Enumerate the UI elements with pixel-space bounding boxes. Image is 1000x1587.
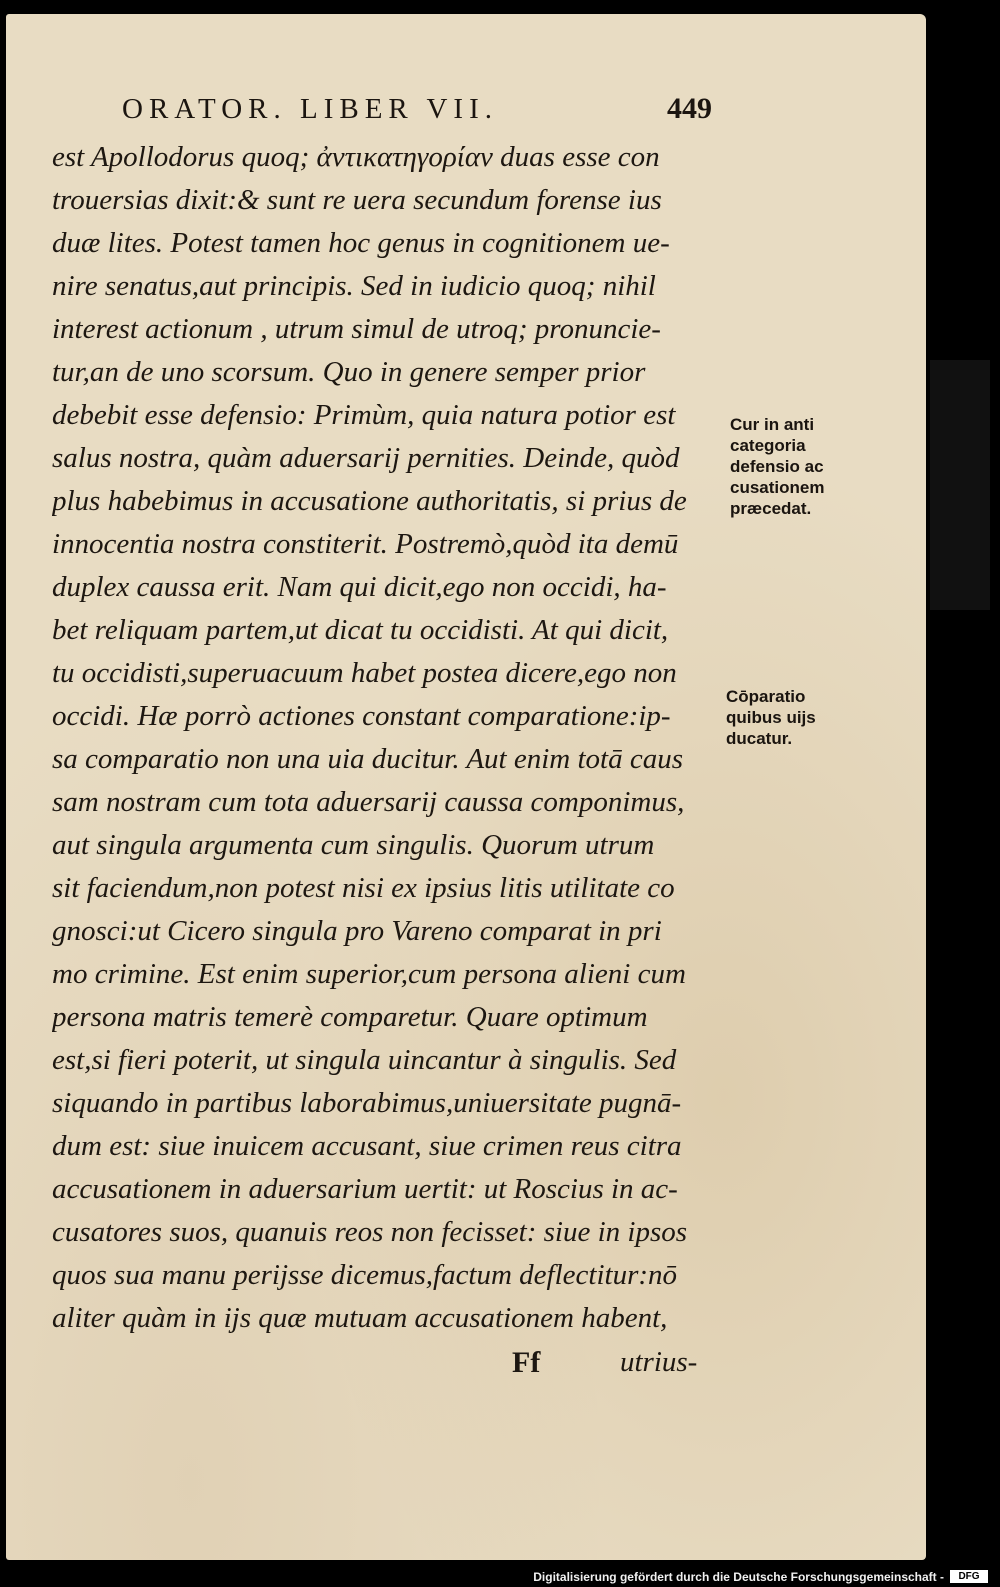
text-line: aliter quàm in ijs quæ mutuam accusationem habent, (52, 1302, 668, 1334)
adjacent-page-edge (930, 360, 990, 610)
text-line: dum est: siue inuicem accusant, siue crimen reus citra (52, 1130, 682, 1162)
margin-note-line: ducatur. (726, 729, 793, 748)
text-line: plus habebimus in accusatione authoritatis, si prius de (52, 485, 687, 517)
text-line: debebit esse defensio: Primùm, quia natura potior est (52, 399, 676, 431)
text-line: aut singula argumenta cum singulis. Quorum utrum (52, 829, 655, 861)
folio-number: 449 (667, 92, 712, 125)
digitization-credit: Digitalisierung gefördert durch die Deutsche Forschungsgemeinschaft - (533, 1570, 944, 1584)
text-line: duplex caussa erit. Nam qui dicit,ego non occidi, ha- (52, 571, 667, 603)
text-line: trouersias dixit:& sunt re uera secundum forense ius (52, 184, 662, 216)
body-text (52, 136, 717, 1340)
margin-note-line: Cōparatio (726, 687, 806, 706)
text-line: tu occidisti,superuacuum habet postea dicere,ego non (52, 657, 677, 689)
text-line: cusatores suos, quanuis reos non fecisset: siue in ipsos (52, 1216, 688, 1248)
margin-note-line: Cur in anti (730, 415, 815, 434)
text-line: sit faciendum,non potest nisi ex ipsius litis utilitate co (52, 872, 675, 904)
catchword: utrius- (620, 1346, 698, 1378)
text-line: gnosci:ut Cicero singula pro Vareno comparat in pri (52, 915, 662, 947)
text-line: innocentia nostra constiterit. Postremò,quòd ita demū (52, 528, 679, 560)
text-line: est Apollodorus quoq; ἀντικατηγορίαν duas esse con (52, 141, 660, 173)
text-line: sam nostram cum tota aduersarij caussa componimus, (52, 786, 685, 818)
margin-note-line: categoria (730, 436, 806, 455)
text-line: mo crimine. Est enim superior,cum persona alieni cum (52, 958, 686, 990)
text-line: quos sua manu perijsse dicemus,factum deflectitur:nō (52, 1259, 678, 1291)
signature-mark: Ff (512, 1346, 541, 1379)
text-line: interest actionum , utrum simul de utroq; pronuncie- (52, 313, 661, 345)
text-line: occidi. Hæ porrò actiones constant comparatione:ip- (52, 700, 671, 732)
margin-note-antikategoria (730, 414, 858, 519)
text-line: sa comparatio non una uia ducitur. Aut enim totā caus (52, 743, 684, 775)
margin-note-line: quibus uijs (726, 708, 816, 727)
text-line: salus nostra, quàm aduersarij pernities. Deinde, quòd (52, 442, 680, 474)
text-line: accusationem in aduersarium uertit: ut Roscius in ac- (52, 1173, 678, 1205)
margin-note-line: præcedat. (730, 499, 812, 518)
text-line: bet reliquam partem,ut dicat tu occidisti. At qui dicit, (52, 614, 669, 646)
margin-note-line: defensio ac (730, 457, 824, 476)
text-line: duæ lites. Potest tamen hoc genus in cognitionem ue- (52, 227, 670, 259)
text-line: siquando in partibus laborabimus,uniuersitate pugnā- (52, 1087, 682, 1119)
margin-note-line: cusationem (730, 478, 825, 497)
margin-note-comparatio (726, 686, 850, 749)
text-line: persona matris temerè comparetur. Quare optimum (52, 1001, 648, 1033)
text-line: est,si fieri poterit, ut singula uincantur à singulis. Sed (52, 1044, 677, 1076)
dfg-logo: DFG (950, 1570, 988, 1583)
text-line: nire senatus,aut principis. Sed in iudicio quoq; nihil (52, 270, 656, 302)
running-title: ORATOR. LIBER VII. (122, 93, 498, 125)
running-head (122, 92, 712, 132)
text-line: tur,an de uno scorsum. Quo in genere semper prior (52, 356, 646, 388)
